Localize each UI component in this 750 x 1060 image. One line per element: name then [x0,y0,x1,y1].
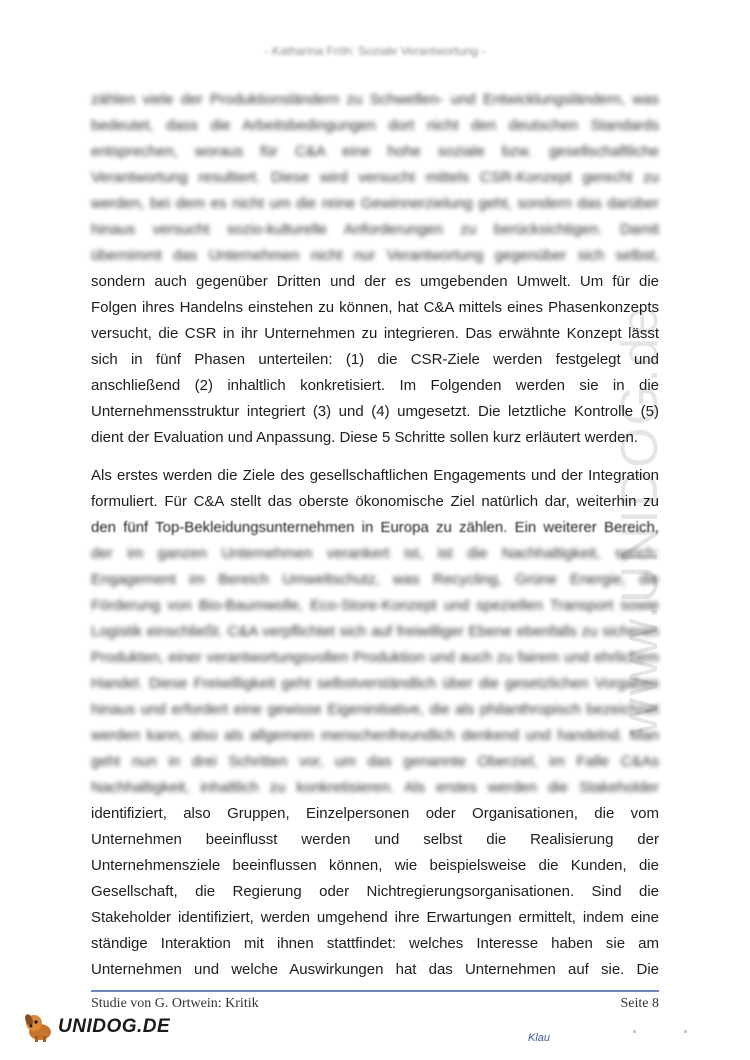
text-line: den fünf Top-Bekleidungsunternehmen in Europa zu zählen. Ein weiterer Bereich, [91,519,659,536]
marker-dot [633,1030,636,1033]
text-line: formuliert. Für C&A stellt das oberste ökonomische Ziel natürlich dar, weiterhin zu [91,493,659,510]
text-line: werden, bei dem es nicht um die reine Gewinnerzielung geht, sondern das darüber [91,195,659,212]
text-line: geht nun in drei Schritten vor, um das genannte Oberziel, im Falle C&As [91,753,659,770]
text-line: hinaus und erfordert eine gewisse Eigeninitiative, die als philanthropisch bezeichnet [91,701,659,718]
text-line: werden kann, also als allgemein menschenfreundlich denkend und handelnd. Man [91,727,659,744]
text-line: anschließend (2) inhaltlich konkretisiert. Im Folgenden werden sie in die [91,377,659,394]
text-line: Stakeholder identifiziert, werden umgehend ihre Erwartungen ermittelt, indem eine [91,909,659,926]
blurred-section-2 [91,541,659,801]
text-line: Unternehmensziele beeinflussen können, wie beispielsweise die Kunden, die [91,857,659,874]
paragraph-1 [91,87,659,451]
text-line: zählen viele der Produktionsländern zu Schwellen- und Entwicklungsländern, was [91,91,659,108]
text-line: übernimmt das Unternehmen nicht nur Verantwortung gegenüber sich selbst, [91,247,659,264]
bottom-note: Klau [528,1032,551,1044]
page-header: - Katharina Fröh: Soziale Verantwortung - [264,44,486,58]
text-line: Gesellschaft, die Regierung oder Nichtregierungsorganisationen. Sind die [91,883,659,900]
marker-dot [684,1030,687,1033]
blurred-section-1 [91,87,659,269]
text-line: Förderung von Bio-Baumwolle, Eco-Store-Konzept und speziellen Transport sowie [91,597,659,614]
text-line: identifiziert, also Gruppen, Einzelpersonen oder Organisationen, die vom [91,805,659,822]
text-line: dient der Evaluation und Anpassung. Diese 5 Schritte sollen kurz erläutert werden. [91,429,638,446]
text-line: Folgen ihres Handelns einstehen zu können, hat C&A mittels eines Phasenkonzepts [91,299,659,316]
text-line: Handel. Diese Freiwilligkeit geht selbstverständlich über die gesetzlichen Vorgaben [91,675,659,692]
paragraph-2 [91,463,659,983]
page-number: Seite 8 [620,996,659,1011]
text-line: Produkten, einer verantwortungsvollen Produktion und auch zu fairem und ehrlichem [91,649,659,666]
unidog-logo [22,1010,170,1044]
text-line: hinaus versucht sozio-kulturelle Anforderungen zu berücksichtigen. Damit [91,221,659,238]
text-line: Als erstes werden die Ziele des gesellschaftlichen Engagements und der Integration [91,467,659,484]
text-line: Engagement im Bereich Umweltschutz, was Recycling, Grüne Energie, die [91,571,659,588]
text-line: Unternehmen beeinflusst werden und selbst die Realisierung der [91,831,659,848]
text-line: Unternehmensstruktur integriert (3) und (4) umgesetzt. Die letztliche Kontrolle (5) [91,403,659,420]
text-line: sich in fünf Phasen unterteilen: (1) die CSR-Ziele werden festgelegt und [91,351,659,368]
text-line: ständige Interaktion mit ihnen stattfindet: welches Interesse haben sie am [91,935,659,952]
text-line: entsprechen, woraus für C&A eine hohe soziale bzw. gesellschaftliche [91,143,659,160]
text-line: Unternehmen und welche Auswirkungen hat das Unternehmen auf sie. Die [91,961,659,978]
text-line: Nachhaltigkeit, inhaltlich zu konkretisieren. Als erstes werden die Stakeholder [91,779,659,796]
text-line: sondern auch gegenüber Dritten und der es umgebenden Umwelt. Um für die [91,273,659,290]
text-line: Verantwortung resultiert. Diese wird versucht mittels CSR-Konzept gerecht zu [91,169,659,186]
watermark-text: www.UNIDOG.de [611,304,669,736]
footer-divider [91,990,659,992]
text-line: bedeutet, dass die Arbeitsbedingungen dort nicht den deutschen Standards [91,117,659,134]
text-line: der im ganzen Unternehmen verankert ist, ist die Nachhaltigkeit, sprich: [91,545,659,562]
text-line: versucht, die CSR in ihr Unternehmen zu integrieren. Das erwähnte Konzept lässt [91,325,659,342]
logo-text: UNIDOG.DE [58,1016,171,1037]
dog-icon [22,1010,56,1044]
footer-title: Studie von G. Ortwein: Kritik [91,996,259,1011]
text-line: Logistik einschließt. C&A verpflichtet sich auf freiwilliger Ebene ebenfalls zu sicheren [91,623,659,640]
